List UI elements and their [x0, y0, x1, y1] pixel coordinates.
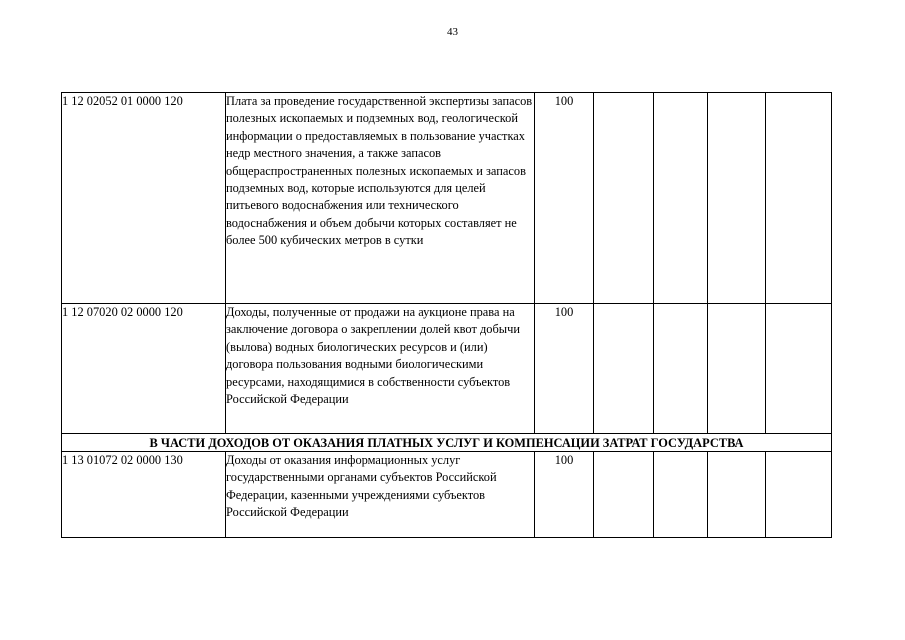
empty-cell	[708, 304, 766, 434]
standard-value-cell: 100	[535, 452, 594, 538]
empty-cell	[594, 452, 654, 538]
table-row	[62, 93, 832, 304]
standard-value-cell: 100	[535, 93, 594, 304]
empty-cell	[594, 304, 654, 434]
table-row	[62, 452, 832, 538]
revenue-name-cell: Плата за проведение государственной экспертизы запасов полезных ископаемых и подземных вод, геологической информации о предоставляемых в пользование участках недр местного значения, а также запасов общераспространенных полезных ископаемых и запасов подземных вод, которые используются для целей питьевого водоснабжения или технического водоснабжения и объем добычи которых составляет не более 500 кубических метров в сутки	[226, 93, 535, 304]
revenue-code-cell: 1 13 01072 02 0000 130	[62, 452, 226, 538]
revenue-table	[61, 92, 832, 538]
table-row	[62, 304, 832, 434]
revenue-name-cell: Доходы, полученные от продажи на аукционе права на заключение договора о закреплении долей квот добычи (вылова) водных биологических ресурсов и (или) договора пользования водными биологическими ресурсами, находящимися в собственности субъектов Российской Федерации	[226, 304, 535, 434]
empty-cell	[708, 93, 766, 304]
section-header-row	[62, 434, 832, 452]
empty-cell	[708, 452, 766, 538]
empty-cell	[766, 93, 832, 304]
empty-cell	[766, 304, 832, 434]
empty-cell	[654, 452, 708, 538]
empty-cell	[766, 452, 832, 538]
page-number: 43	[447, 26, 458, 38]
standard-value-cell: 100	[535, 304, 594, 434]
empty-cell	[654, 93, 708, 304]
section-header: В ЧАСТИ ДОХОДОВ ОТ ОКАЗАНИЯ ПЛАТНЫХ УСЛУГ И КОМПЕНСАЦИИ ЗАТРАТ ГОСУДАРСТВА	[62, 434, 832, 452]
empty-cell	[654, 304, 708, 434]
revenue-code-cell: 1 12 07020 02 0000 120	[62, 304, 226, 434]
revenue-name-cell: Доходы от оказания информационных услуг государственными органами субъектов Российской Федерации, казенными учреждениями субъектов Российской Федерации	[226, 452, 535, 538]
revenue-code-cell: 1 12 02052 01 0000 120	[62, 93, 226, 304]
empty-cell	[594, 93, 654, 304]
